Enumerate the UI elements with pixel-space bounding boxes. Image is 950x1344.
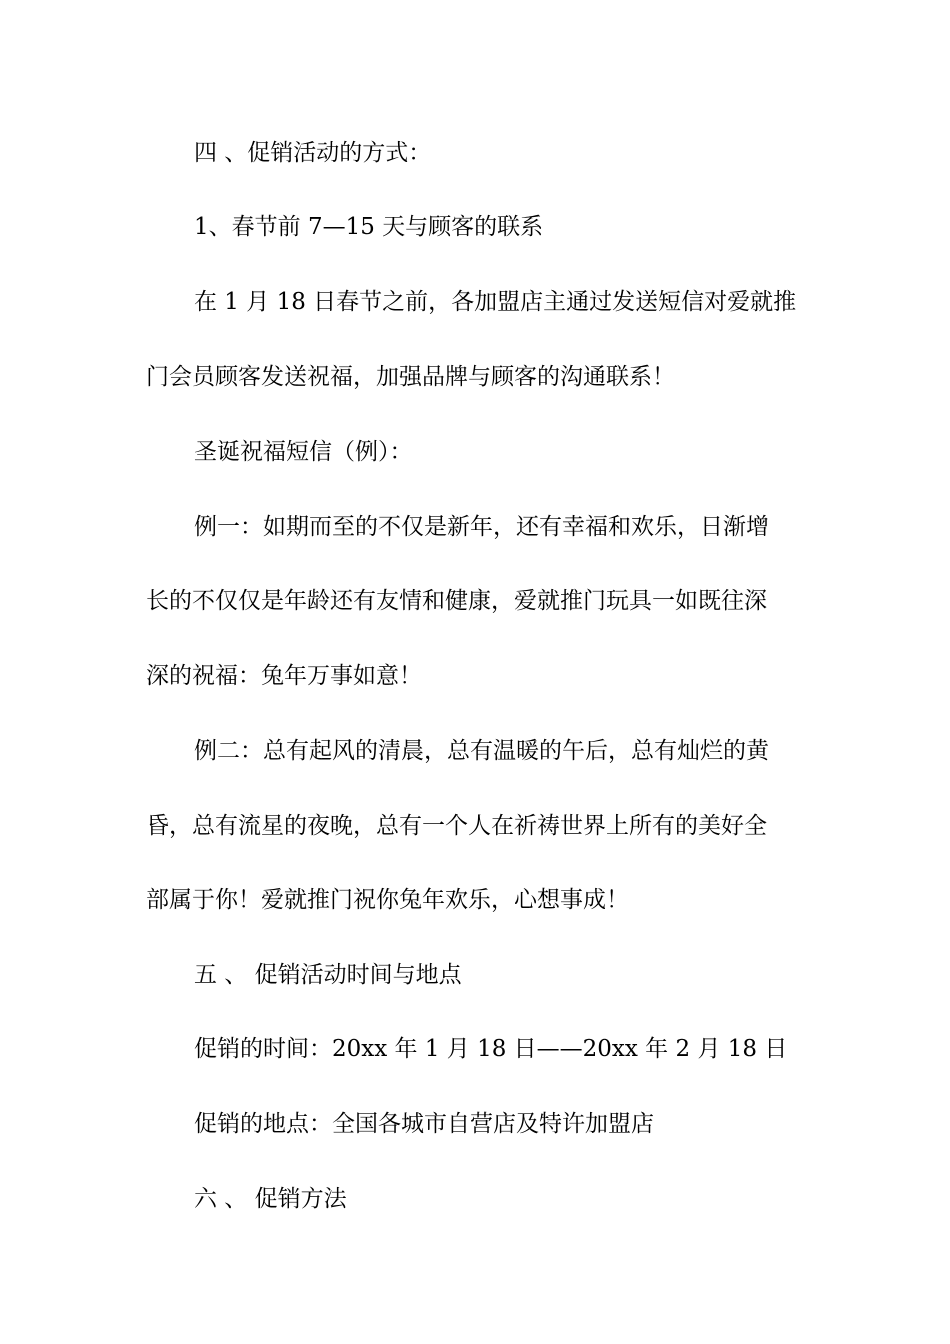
section-heading-4: 四 、促销活动的方式： — [194, 140, 432, 166]
paragraph-line: 促销的地点：全国各城市自营店及特许加盟店 — [194, 1111, 654, 1137]
paragraph-line: 长的不仅仅是年龄还有友情和健康，爱就推门玩具一如既往深 — [146, 588, 767, 614]
paragraph-line: 在 1 月 18 日春节之前，各加盟店主通过发送短信对爱就推 — [194, 289, 797, 315]
paragraph-line: 例一：如期而至的不仅是新年，还有幸福和欢乐，日渐增 — [194, 514, 769, 540]
section-heading-5: 五 、 促销活动时间与地点 — [194, 962, 462, 988]
section-heading-6: 六 、 促销方法 — [194, 1186, 347, 1212]
paragraph-line: 例二：总有起风的清晨，总有温暖的午后，总有灿烂的黄 — [194, 738, 769, 764]
paragraph-line: 深的祝福：兔年万事如意！ — [146, 663, 422, 689]
subheading-1: 1、春节前 7—15 天与顾客的联系 — [194, 214, 544, 240]
paragraph-line: 昏，总有流星的夜晚，总有一个人在祈祷世界上所有的美好全 — [146, 813, 767, 839]
paragraph-line: 圣诞祝福短信（例）： — [194, 439, 413, 465]
paragraph-line: 部属于你！爱就推门祝你兔年欢乐，心想事成！ — [146, 887, 629, 913]
paragraph-line: 门会员顾客发送祝福，加强品牌与顾客的沟通联系！ — [146, 364, 675, 390]
paragraph-line: 促销的时间：20xx 年 1 月 18 日——20xx 年 2 月 18 日 — [194, 1036, 788, 1062]
